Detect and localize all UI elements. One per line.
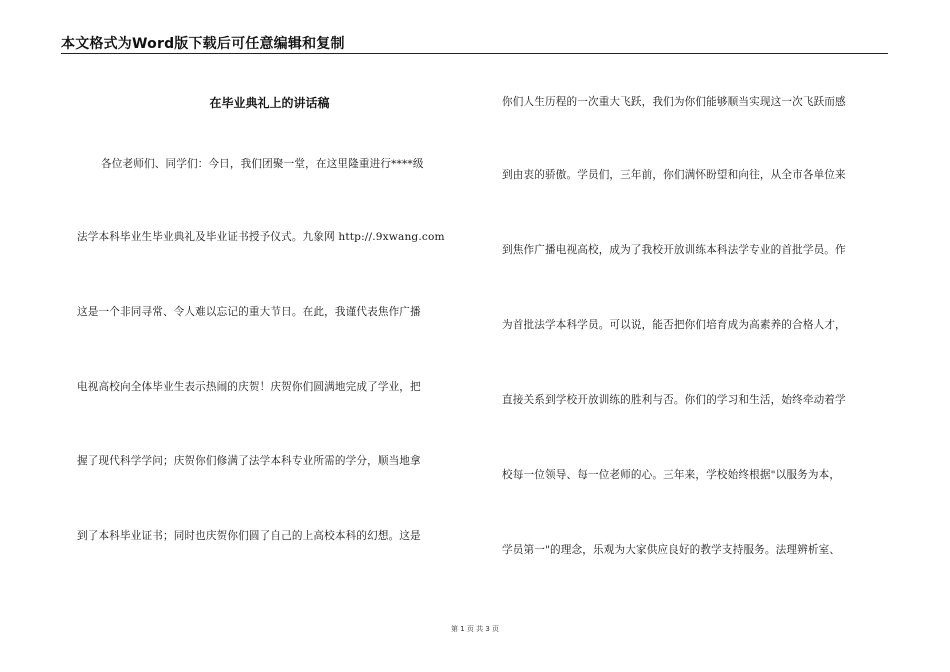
left-paragraph-line: 到了本科毕业证书；同时也庆贺你们圆了自己的上高校本科的幻想。这是 xyxy=(77,530,421,542)
right-paragraph-line: 校每一位领导、每一位老师的心。三年来，学校始终根据"以服务为本， xyxy=(502,469,841,481)
document-header-banner: 本文格式为Word版下载后可任意编辑和复制 xyxy=(61,36,345,52)
left-paragraph-line: 电视高校向全体毕业生表示热闹的庆贺！庆贺你们圆满地完成了学业，把 xyxy=(77,381,421,393)
left-paragraph-line: 各位老师们、同学们：今日，我们团聚一堂，在这里隆重进行****级 xyxy=(101,158,424,170)
right-paragraph-line: 直接关系到学校开放训练的胜利与否。你们的学习和生活，始终牵动着学 xyxy=(502,394,846,406)
header-divider xyxy=(61,53,888,54)
right-paragraph-line: 到焦作广播电视高校，成为了我校开放训练本科法学专业的首批学员。作 xyxy=(502,244,846,256)
right-paragraph-line: 到由衷的骄傲。学员们，三年前，你们满怀盼望和向往，从全市各单位来 xyxy=(502,169,846,181)
left-paragraph-line: 这是一个非同寻常、令人难以忘记的重大节日。在此，我谨代表焦作广播 xyxy=(77,306,421,318)
right-paragraph-line: 学员第一"的理念，乐观为大家供应良好的教学支持服务。法理辨析室、 xyxy=(502,544,841,556)
right-paragraph-line: 你们人生历程的一次重大飞跃，我们为你们能够顺当实现这一次飞跃而感 xyxy=(502,96,846,108)
left-paragraph-line: 法学本科毕业生毕业典礼及毕业证书授予仪式。九象网 http://.9xwang.com xyxy=(77,231,445,243)
page-number-indicator: 第 1 页 共 3 页 xyxy=(450,625,500,633)
left-paragraph-line: 握了现代科学学问；庆贺你们修满了法学本科专业所需的学分，顺当地拿 xyxy=(77,455,421,467)
document-title: 在毕业典礼上的讲话稿 xyxy=(209,96,330,110)
right-paragraph-line: 为首批法学本科学员。可以说，能否把你们培育成为高素养的合格人才， xyxy=(502,319,846,331)
